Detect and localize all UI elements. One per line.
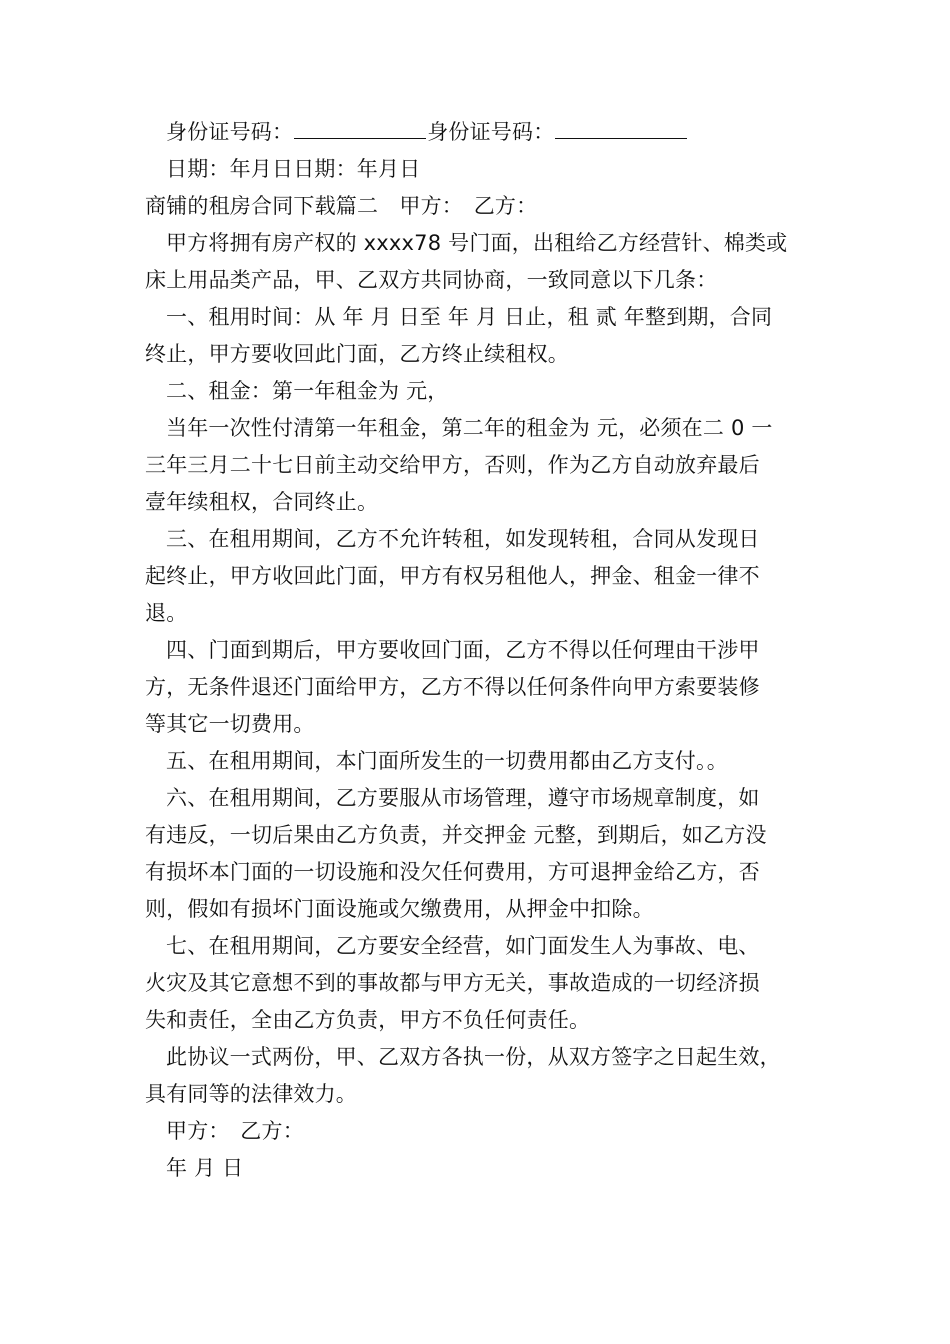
paragraph-line: 终止，甲方要收回此门面，乙方终止续租权。: [145, 342, 569, 366]
paragraph-line: 二、租金：第一年租金为 元，: [166, 379, 449, 403]
id-line: [145, 114, 815, 151]
paragraph-line: 退。: [145, 601, 188, 625]
paragraph-intro: [145, 225, 815, 299]
paragraph-line: 六、在租用期间，乙方要服从市场管理，遵守市场规章制度，如: [166, 786, 760, 810]
paragraph-clause-6: [145, 780, 815, 928]
paragraph-line: 方，无条件退还门面给甲方，乙方不得以任何条件向甲方索要装修: [145, 675, 760, 699]
paragraph-line: 此协议一式两份，甲、乙双方各执一份，从双方签字之日起生效，: [166, 1045, 781, 1069]
paragraph-line: 火灾及其它意想不到的事故都与甲方无关，事故造成的一切经济损: [145, 971, 760, 995]
paragraph-line: 失和责任，全由乙方负责，甲方不负任何责任。: [145, 1008, 591, 1032]
blank-underline: [555, 116, 687, 139]
paragraph-clause-5: [145, 743, 815, 780]
paragraph-line: 七、在租用期间，乙方要安全经营，如门面发生人为事故、电、: [166, 934, 760, 958]
paragraph-clause-2b: [145, 410, 815, 521]
paragraph-clause-7: [145, 928, 815, 1039]
paragraph-sign-date: [145, 1150, 815, 1187]
paragraph-line: 年 月 日: [166, 1156, 244, 1180]
paragraph-clause-2: [145, 373, 815, 410]
paragraph-clause-3: [145, 521, 815, 632]
title-line: 商铺的租房合同下载篇二 甲方： 乙方：: [145, 194, 538, 218]
paragraph-line: 具有同等的法律效力。: [145, 1082, 357, 1106]
line-text: 身份证号码：: [166, 120, 294, 144]
paragraph-line: 甲方将拥有房产权的 xxxx78 号门面，出租给乙方经营针、棉类或: [166, 231, 788, 255]
paragraph-line: 五、在租用期间，本门面所发生的一切费用都由乙方支付。。: [166, 749, 728, 773]
paragraph-clause-1: [145, 299, 815, 373]
paragraph-closing: [145, 1039, 815, 1113]
paragraph-sign: [145, 1113, 815, 1150]
paragraph-line: 一、租用时间：从 年 月 日至 年 月 日止，租 贰 年整到期，合同: [166, 305, 773, 329]
paragraph-line: 等其它一切费用。: [145, 712, 315, 736]
paragraph-line: 起终止，甲方收回此门面，甲方有权另租他人，押金、租金一律不: [145, 564, 760, 588]
paragraph-line: 则，假如有损坏门面设施或欠缴费用，从押金中扣除。: [145, 897, 654, 921]
line-text: 身份证号码：: [427, 120, 555, 144]
blank-underline: [294, 116, 426, 139]
paragraph-line: 三、在租用期间，乙方不允许转租，如发现转租，合同从发现日: [166, 527, 760, 551]
paragraph-clause-4: [145, 632, 815, 743]
paragraph-line: 三年三月二十七日前主动交给甲方，否则，作为乙方自动放弃最后: [145, 453, 760, 477]
date-line: 日期：年月日日期：年月日: [166, 157, 421, 181]
paragraph-line: 当年一次性付清第一年租金，第二年的租金为 元，必须在二 0 一: [166, 416, 773, 440]
paragraph-line: 有损坏本门面的一切设施和没欠任何费用，方可退押金给乙方，否: [145, 860, 760, 884]
paragraph-line: 甲方： 乙方：: [166, 1119, 304, 1143]
document-body: [145, 114, 815, 1187]
paragraph-line: 壹年续租权，合同终止。: [145, 490, 379, 514]
paragraph-line: 有违反，一切后果由乙方负责，并交押金 元整，到期后，如乙方没: [145, 823, 767, 847]
paragraph-line: 床上用品类产品，甲、乙双方共同协商，一致同意以下几条：: [145, 268, 718, 292]
paragraph-line: 四、门面到期后，甲方要收回门面，乙方不得以任何理由干涉甲: [166, 638, 760, 662]
